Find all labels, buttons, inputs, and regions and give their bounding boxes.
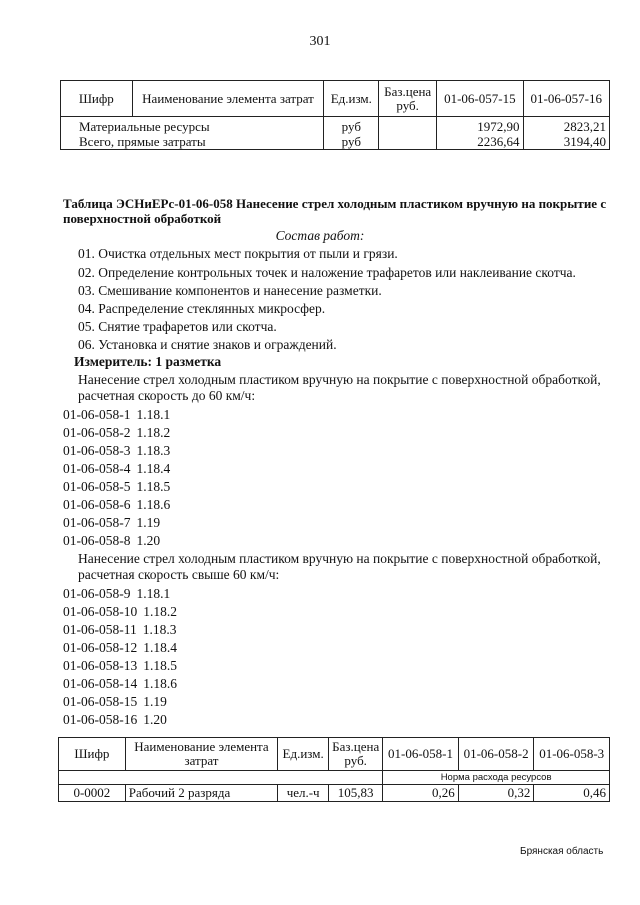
composition-item: 06. Установка и снятие знаков и ограждений. xyxy=(78,337,337,352)
item-ref: 1.18.3 xyxy=(142,622,177,637)
row-unit: чел.-ч xyxy=(278,785,329,802)
list-item xyxy=(63,658,177,674)
item-code: 01-06-058-6 xyxy=(63,497,131,512)
table-row xyxy=(59,785,610,802)
item-code: 01-06-058-2 xyxy=(63,425,131,440)
item-code: 01-06-058-15 xyxy=(63,694,138,709)
item-ref: 1.18.3 xyxy=(136,443,171,458)
footer-region: Брянская область xyxy=(520,846,604,857)
row-price xyxy=(379,134,437,150)
item-ref: 1.18.2 xyxy=(143,604,177,619)
item-code: 01-06-058-4 xyxy=(63,461,131,476)
header-price: Баз.цена руб. xyxy=(329,738,383,771)
list-item xyxy=(63,622,177,638)
row-name: Материальные ресурсы xyxy=(61,117,324,135)
header-name: Наименование элемента затрат xyxy=(132,81,324,117)
item-code: 01-06-058-10 xyxy=(63,604,138,619)
list-item xyxy=(63,676,177,692)
list-item xyxy=(63,640,177,656)
norm-spacer xyxy=(59,771,383,785)
table-header-row xyxy=(61,81,610,117)
resources-table-summary xyxy=(60,80,610,150)
row-value-1: 1972,90 xyxy=(437,117,523,135)
table-header-row xyxy=(59,738,610,771)
list-item xyxy=(63,407,170,423)
section-title: Таблица ЭСНиЕРс-01-06-058 Нанесение стрел холодным пластиком вручную на покрытие с поверхностной обработкой xyxy=(63,196,607,226)
item-code: 01-06-058-13 xyxy=(63,658,138,673)
list-item xyxy=(63,694,167,710)
item-ref: 1.18.6 xyxy=(143,676,177,691)
item-ref: 1.18.5 xyxy=(143,658,177,673)
item-ref: 1.18.1 xyxy=(136,586,171,601)
item-ref: 1.19 xyxy=(136,515,161,530)
item-ref: 1.18.5 xyxy=(136,479,171,494)
item-ref: 1.18.4 xyxy=(136,461,171,476)
header-col-3: 01-06-058-3 xyxy=(534,738,610,771)
item-code: 01-06-058-7 xyxy=(63,515,131,530)
item-ref: 1.20 xyxy=(136,533,161,548)
row-name: Всего, прямые затраты xyxy=(61,134,324,150)
header-col-2: 01-06-057-16 xyxy=(523,81,609,117)
row-price: 105,83 xyxy=(329,785,383,802)
measure-unit: Измеритель: 1 разметка xyxy=(74,354,222,369)
header-code: Шифр xyxy=(61,81,133,117)
header-unit: Ед.изм. xyxy=(278,738,329,771)
table-row xyxy=(61,117,610,135)
header-price: Баз.цена руб. xyxy=(379,81,437,117)
item-code: 01-06-058-3 xyxy=(63,443,131,458)
list-item xyxy=(63,443,170,459)
row-value-2: 3194,40 xyxy=(523,134,609,150)
row-unit: руб xyxy=(324,134,379,150)
list-item xyxy=(63,533,160,549)
item-code: 01-06-058-16 xyxy=(63,712,138,727)
row-code: 0-0002 xyxy=(59,785,126,802)
row-value-3: 0,46 xyxy=(534,785,610,802)
page-number: 301 xyxy=(309,34,331,49)
header-col-2: 01-06-058-2 xyxy=(458,738,534,771)
item-code: 01-06-058-11 xyxy=(63,622,137,637)
item-ref: 1.18.1 xyxy=(136,407,171,422)
norm-row xyxy=(59,771,610,785)
list-item xyxy=(63,586,170,602)
item-ref: 1.18.6 xyxy=(136,497,171,512)
item-code: 01-06-058-12 xyxy=(63,640,138,655)
header-code: Шифр xyxy=(59,738,126,771)
composition-item: 04. Распределение стеклянных микросфер. xyxy=(78,301,326,316)
row-value-2: 0,32 xyxy=(458,785,534,802)
composition-item: 03. Смешивание компонентов и нанесение разметки. xyxy=(78,283,382,298)
item-ref: 1.18.2 xyxy=(136,425,171,440)
list-item xyxy=(63,497,170,513)
row-value-1: 0,26 xyxy=(383,785,459,802)
norm-label: Норма расхода ресурсов xyxy=(383,771,610,785)
list-item xyxy=(63,479,170,495)
row-value-1: 2236,64 xyxy=(437,134,523,150)
row-name: Рабочий 2 разряда xyxy=(125,785,277,802)
item-ref: 1.19 xyxy=(143,694,167,709)
item-code: 01-06-058-8 xyxy=(63,533,131,548)
header-unit: Ед.изм. xyxy=(324,81,379,117)
composition-item: 01. Очистка отдельных мест покрытия от пыли и грязи. xyxy=(78,246,398,261)
row-unit: руб xyxy=(324,117,379,135)
header-name: Наименование элемента затрат xyxy=(125,738,277,771)
item-ref: 1.20 xyxy=(143,712,167,727)
composition-item: 02. Определение контрольных точек и наложение трафаретов или наклеивание скотча. xyxy=(78,265,576,280)
table-row xyxy=(61,134,610,150)
list-item xyxy=(63,604,177,620)
group-description: Нанесение стрел холодным пластиком вручную на покрытие с поверхностной обработкой, расчетная скорость свыше 60 км/ч: xyxy=(78,551,601,582)
header-col-1: 01-06-058-1 xyxy=(383,738,459,771)
item-ref: 1.18.4 xyxy=(143,640,177,655)
item-code: 01-06-058-14 xyxy=(63,676,138,691)
header-col-1: 01-06-057-15 xyxy=(437,81,523,117)
item-code: 01-06-058-5 xyxy=(63,479,131,494)
item-code: 01-06-058-1 xyxy=(63,407,131,422)
list-item xyxy=(63,712,167,728)
list-item xyxy=(63,515,160,531)
resources-table-norms xyxy=(58,737,610,802)
composition-title: Состав работ: xyxy=(275,228,365,243)
row-price xyxy=(379,117,437,135)
list-item xyxy=(63,425,170,441)
composition-item: 05. Снятие трафаретов или скотча. xyxy=(78,319,277,334)
list-item xyxy=(63,461,170,477)
group-description: Нанесение стрел холодным пластиком вручную на покрытие с поверхностной обработкой, расчетная скорость до 60 км/ч: xyxy=(78,372,601,403)
item-code: 01-06-058-9 xyxy=(63,586,131,601)
row-value-2: 2823,21 xyxy=(523,117,609,135)
